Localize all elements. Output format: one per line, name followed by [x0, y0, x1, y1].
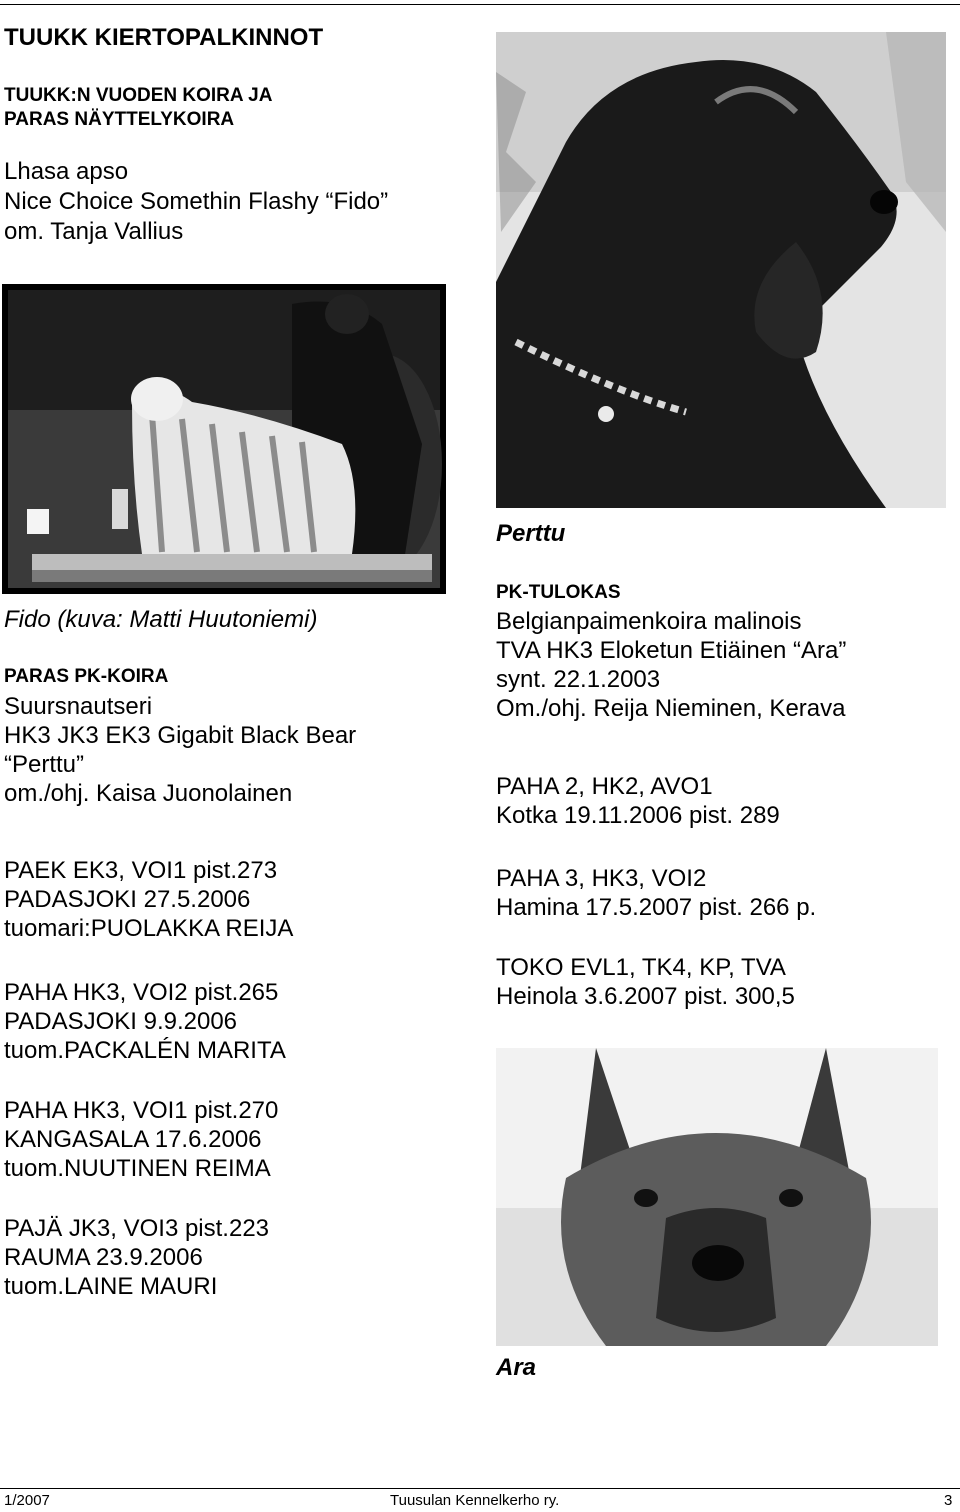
titles-text: TVA HK3 Eloketun Etiäinen “Ara” — [496, 637, 847, 664]
perttu-photo-caption: Perttu — [496, 520, 566, 547]
ara-photo-caption: Ara — [496, 1354, 537, 1381]
newcomer-result-block — [496, 953, 795, 1011]
ara-photo — [496, 1048, 938, 1346]
owner-text: om./ohj. Kaisa Juonolainen — [4, 780, 293, 807]
section-subtitle — [4, 84, 272, 132]
result-line: PAHA HK3, VOI1 pist.270 — [4, 1097, 279, 1124]
breed-text: Lhasa apso — [4, 158, 129, 185]
pk-result-block — [4, 1214, 269, 1301]
result-line: tuom.NUUTINEN REIMA — [4, 1155, 271, 1182]
footer-rule — [0, 1488, 960, 1489]
perttu-photo — [496, 32, 946, 508]
footer-publisher: Tuusulan Kennelkerho ry. — [390, 1492, 560, 1509]
titles-text: HK3 JK3 EK3 Gigabit Black Bear — [4, 722, 357, 749]
footer-issue: 1/2007 — [4, 1492, 50, 1509]
result-line: PAHA HK3, VOI2 pist.265 — [4, 979, 279, 1006]
result-line: PAHA 3, HK3, VOI2 — [496, 865, 707, 892]
breed-text: Suursnautseri — [4, 693, 153, 720]
result-line: PAHA 2, HK2, AVO1 — [496, 773, 713, 800]
result-line: PADASJOKI 9.9.2006 — [4, 1008, 238, 1035]
result-line: TOKO EVL1, TK4, KP, TVA — [496, 954, 786, 981]
top-rule — [0, 4, 960, 5]
result-line: KANGASALA 17.6.2006 — [4, 1126, 262, 1153]
pk-dog-heading: PARAS PK-KOIRA — [4, 666, 169, 687]
result-line: PADASJOKI 27.5.2006 — [4, 886, 251, 913]
result-line: Kotka 19.11.2006 pist. 289 — [496, 802, 780, 829]
fido-photo — [2, 284, 446, 594]
result-line: tuom.LAINE MAURI — [4, 1273, 218, 1300]
owner-text: om. Tanja Vallius — [4, 218, 184, 245]
pk-dog-info — [4, 692, 356, 808]
newcomer-info — [496, 607, 846, 723]
newcomer-heading: PK-TULOKAS — [496, 582, 621, 603]
pk-result-block — [4, 1096, 278, 1183]
nickname-text: “Perttu” — [4, 751, 85, 778]
result-line: Heinola 3.6.2007 pist. 300,5 — [496, 983, 795, 1010]
subtitle-line: TUUKK:N VUODEN KOIRA JA — [4, 85, 273, 106]
dog-name-text: Nice Choice Somethin Flashy “Fido” — [4, 188, 389, 215]
newcomer-result-block — [496, 772, 780, 830]
dog-of-year-info — [4, 157, 388, 247]
page-title: TUUKK KIERTOPALKINNOT — [4, 24, 324, 51]
birth-text: synt. 22.1.2003 — [496, 666, 661, 693]
result-line: Hamina 17.5.2007 pist. 266 p. — [496, 894, 817, 921]
pk-result-block — [4, 978, 286, 1065]
footer-page-number: 3 — [944, 1492, 953, 1509]
subtitle-line: PARAS NÄYTTELYKOIRA — [4, 109, 235, 130]
result-line: tuom.PACKALÉN MARITA — [4, 1037, 286, 1064]
pk-result-block — [4, 856, 293, 943]
fido-photo-caption: Fido (kuva: Matti Huutoniemi) — [4, 606, 318, 633]
result-line: RAUMA 23.9.2006 — [4, 1244, 203, 1271]
result-line: tuomari:PUOLAKKA REIJA — [4, 915, 294, 942]
result-line: PAJÄ JK3, VOI3 pist.223 — [4, 1215, 270, 1242]
owner-text: Om./ohj. Reija Nieminen, Kerava — [496, 695, 846, 722]
newcomer-result-block — [496, 864, 816, 922]
breed-text: Belgianpaimenkoira malinois — [496, 608, 802, 635]
result-line: PAEK EK3, VOI1 pist.273 — [4, 857, 278, 884]
